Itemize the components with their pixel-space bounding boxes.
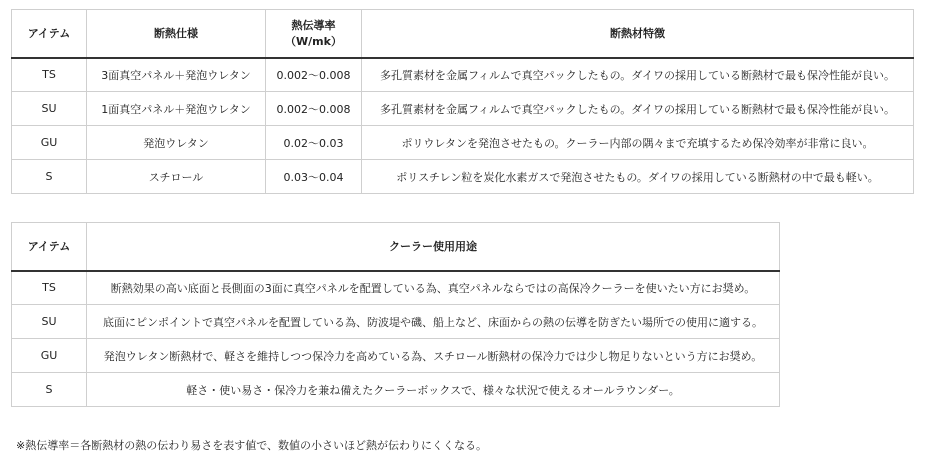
table-row	[12, 339, 780, 373]
cell-item: TS	[12, 58, 87, 92]
header-item: アイテム	[12, 223, 87, 271]
cell-conductivity: 0.02～0.03	[266, 126, 362, 160]
spec-table-header-row	[12, 10, 914, 58]
cell-usage: 軽さ・使い易さ・保冷力を兼ね備えたクーラーボックスで、様々な状況で使えるオールラウンダー。	[87, 373, 780, 407]
header-thermal-conductivity	[266, 10, 362, 58]
header-insulation-feature: 断熱材特徴	[362, 10, 914, 58]
cell-item: SU	[12, 92, 87, 126]
table-row	[12, 271, 780, 305]
header-insulation-spec: 断熱仕様	[87, 10, 266, 58]
cooler-usage-table	[11, 222, 780, 407]
header-thermal-conductivity-unit: （W/mk）	[285, 35, 342, 49]
cell-feature: ポリスチレン粒を炭化水素ガスで発泡させたもの。ダイワの採用している断熱材の中で最も軽い。	[362, 160, 914, 194]
table-row	[12, 92, 914, 126]
insulation-spec-table	[11, 9, 914, 194]
header-item: アイテム	[12, 10, 87, 58]
header-cooler-usage: クーラー使用用途	[87, 223, 780, 271]
cell-item: S	[12, 160, 87, 194]
cell-conductivity: 0.002～0.008	[266, 92, 362, 126]
cell-spec: 1面真空パネル＋発泡ウレタン	[87, 92, 266, 126]
cell-item: S	[12, 373, 87, 407]
cell-conductivity: 0.03～0.04	[266, 160, 362, 194]
cell-usage: 発泡ウレタン断熱材で、軽さを維持しつつ保冷力を高めている為、スチロール断熱材の保冷力では少し物足りないという方にお奨め。	[87, 339, 780, 373]
cell-spec: 発泡ウレタン	[87, 126, 266, 160]
cell-feature: ポリウレタンを発泡させたもの。クーラー内部の隅々まで充填するため保冷効率が非常に良い。	[362, 126, 914, 160]
cell-spec: 3面真空パネル＋発泡ウレタン	[87, 58, 266, 92]
cell-conductivity: 0.002～0.008	[266, 58, 362, 92]
table-row	[12, 126, 914, 160]
usage-table-header-row	[12, 223, 780, 271]
cell-item: TS	[12, 271, 87, 305]
table-row	[12, 373, 780, 407]
table-row	[12, 160, 914, 194]
cell-feature: 多孔質素材を金属フィルムで真空パックしたもの。ダイワの採用している断熱材で最も保冷性能が良い。	[362, 58, 914, 92]
cell-spec: スチロール	[87, 160, 266, 194]
table-row	[12, 305, 780, 339]
table-row	[12, 58, 914, 92]
header-thermal-conductivity-label: 熱伝導率	[291, 19, 336, 33]
cell-usage: 断熱効果の高い底面と長側面の3面に真空パネルを配置している為、真空パネルならではの高保冷クーラーを使いたい方にお奨め。	[87, 271, 780, 305]
cell-item: GU	[12, 339, 87, 373]
cell-item: GU	[12, 126, 87, 160]
footnote: ※熱伝導率＝各断熱材の熱の伝わり易さを表す値で、数値の小さいほど熱が伝わりにくくなる。	[16, 439, 487, 452]
cell-feature: 多孔質素材を金属フィルムで真空パックしたもの。ダイワの採用している断熱材で最も保冷性能が良い。	[362, 92, 914, 126]
cell-item: SU	[12, 305, 87, 339]
cell-usage: 底面にピンポイントで真空パネルを配置している為、防波堤や磯、船上など、床面からの熱の伝導を防ぎたい場所での使用に適する。	[87, 305, 780, 339]
